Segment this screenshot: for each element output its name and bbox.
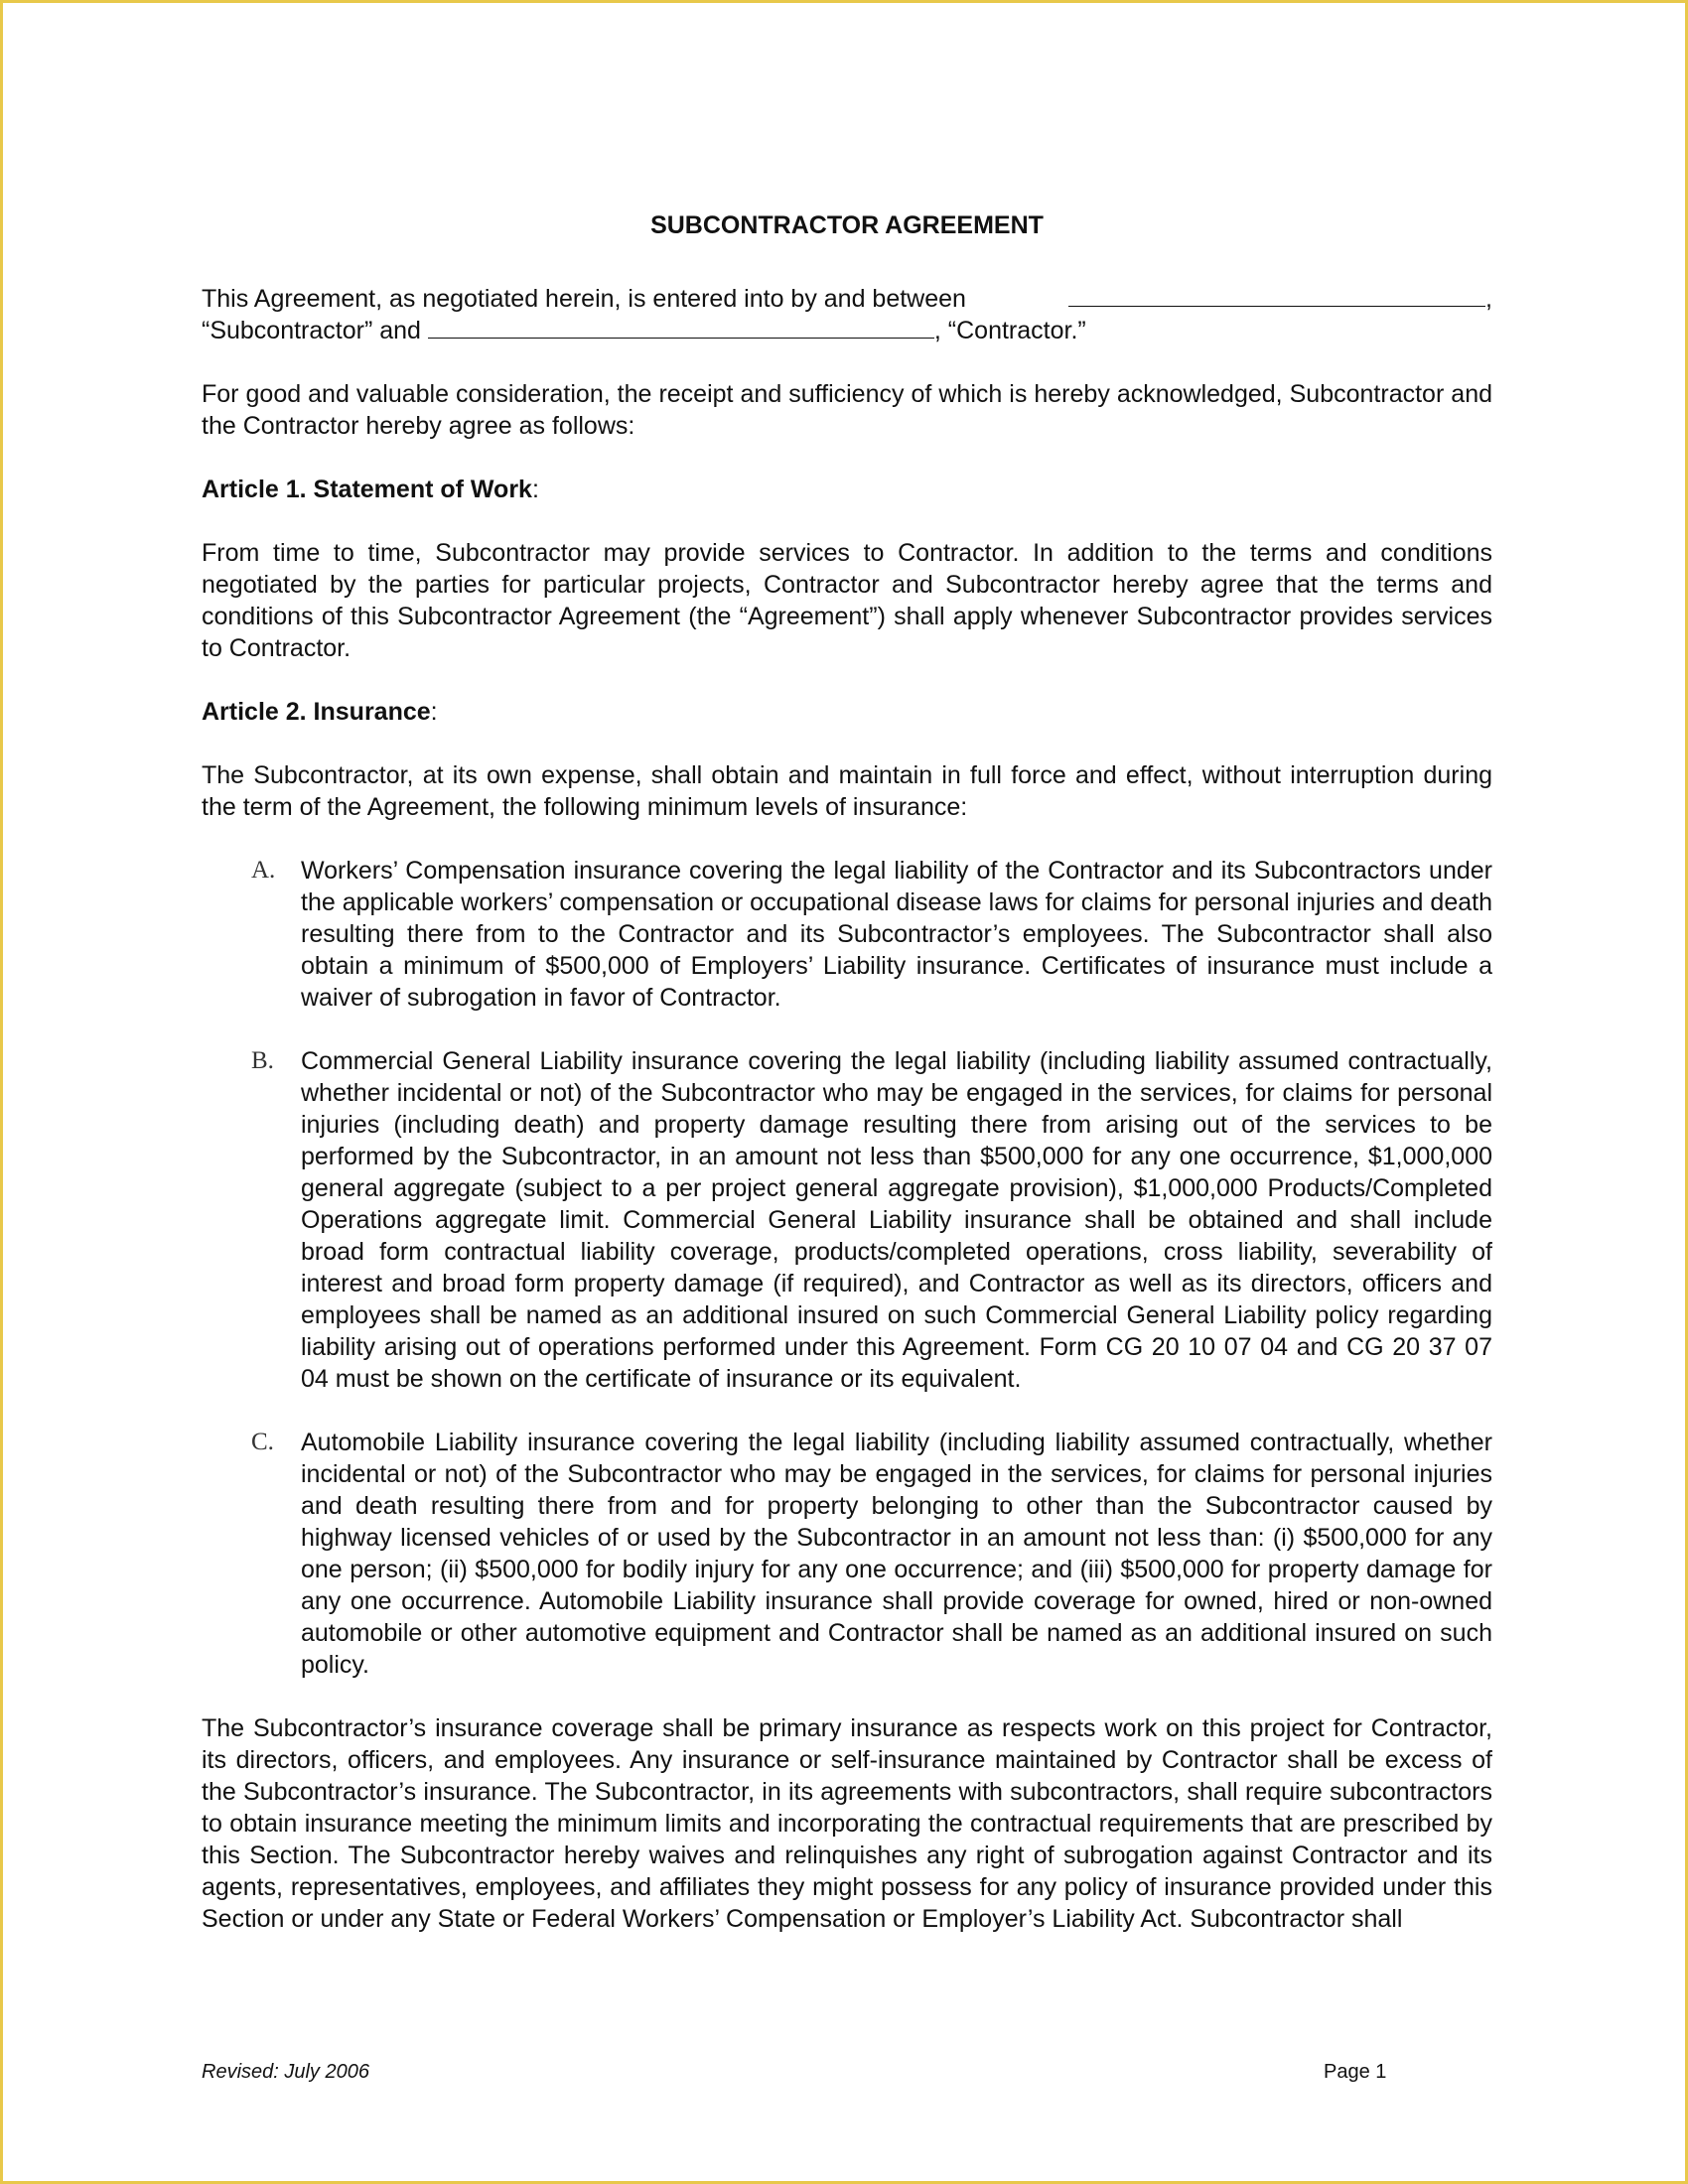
article-1-heading-colon: : (531, 476, 539, 503)
document-title: SUBCONTRACTOR AGREEMENT (650, 211, 1044, 239)
intro-blank-wrap-1 (1068, 283, 1492, 315)
article-1-heading-text: Article 1. Statement of Work (202, 476, 532, 503)
article-2-heading (202, 696, 1492, 728)
list-item (202, 1427, 1492, 1681)
list-marker: A. (251, 857, 276, 884)
article-2-heading-text: Article 2. Insurance (202, 698, 431, 726)
list-marker: C. (251, 1429, 274, 1455)
consideration-paragraph: For good and valuable consideration, the receipt and sufficiency of which is hereby acknowledged, Subcontractor and the Contractor hereby agree as follows: (202, 380, 1492, 440)
intro-text-4: , “Contractor.” (933, 317, 1086, 344)
list-item (202, 1045, 1492, 1395)
intro-line-1 (202, 283, 1492, 315)
list-item-text: Workers’ Compensation insurance covering the legal liability of the Contractor and its Subcontractors under the applicable workers’ compensation or occupational disease laws for claims for personal injuries and death resulting there from to the Contractor and its Subcontractor’s employees. The Subcontractor shall also obtain a minimum of $500,000 of Employers’ Liability insurance. Certificates of insurance must include a waiver of subrogation in favor of Contractor. (301, 857, 1492, 1012)
article-2-heading-colon: : (430, 698, 438, 726)
intro-text-3: “Subcontractor” and (202, 317, 421, 344)
intro-text-2: , (1485, 285, 1492, 313)
list-marker: B. (251, 1047, 274, 1074)
list-item-text: Commercial General Liability insurance covering the legal liability (including liability assumed contractually, whether incidental or not) of the Subcontractor who may be engaged in the services, for claims for personal injuries (including death) and property damage resulting there from arising out of the services to be performed by the Subcontractor, in an amount not less than $500,000 for any one occurrence, $1,000,000 general aggregate (subject to a per project general aggregate provision), $1,000,000 Products/Completed Operations aggregate limit. Commercial General Liability insurance shall be obtained and shall include broad form contractual liability coverage, products/completed operations, cross liability, severability of interest and broad form property damage (if required), and Contractor as well as its directors, officers and employees shall be named as an additional insured on such Commercial General Liability policy regarding liability arising out of operations performed under this Agreement. Form CG 20 10 07 04 and CG 20 37 07 04 must be shown on the certificate of insurance or its equivalent. (301, 1047, 1492, 1393)
intro-text-1: This Agreement, as negotiated herein, is entered into by and between (202, 285, 966, 313)
intro-line-2 (202, 315, 1492, 346)
article-2-closing: The Subcontractor’s insurance coverage shall be primary insurance as respects work on this project for Contractor, its directors, officers, and employees. Any insurance or self-insurance maintained by Contractor shall be excess of the Subcontractor’s insurance. The Subcontractor, in its agreements with subcontractors, shall require subcontractors to obtain insurance meeting the minimum limits and incorporating the contractual requirements that are prescribed by this Section. The Subcontractor hereby waives and relinquishes any right of subrogation against Contractor and its agents, representatives, employees, and affiliates they might possess for any policy of insurance provided under this Section or under any State or Federal Workers’ Compensation or Employer’s Liability Act. Subcontractor shall (202, 1714, 1492, 1933)
article-2-intro: The Subcontractor, at its own expense, shall obtain and maintain in full force and effect, without interruption during the term of the Agreement, the following minimum levels of insurance: (202, 761, 1492, 821)
contractor-name-blank[interactable] (428, 316, 934, 339)
footer-revised: Revised: July 2006 (202, 2061, 369, 2083)
article-1-heading (202, 474, 1492, 505)
document-body (202, 209, 1492, 1935)
list-item (202, 855, 1492, 1014)
footer-page-number: Page 1 (1324, 2061, 1387, 2083)
insurance-list (202, 855, 1492, 1681)
article-1-body: From time to time, Subcontractor may provide services to Contractor. In addition to the terms and conditions negotiated by the parties for particular projects, Contractor and Subcontractor hereby agree that the terms and conditions of this Subcontractor Agreement (the “Agreement”) shall apply whenever Subcontractor provides services to Contractor. (202, 539, 1492, 662)
intro-paragraph (202, 283, 1492, 346)
list-item-text: Automobile Liability insurance covering the legal liability (including liability assumed contractually, whether incidental or not) of the Subcontractor who may be engaged in the services, for claims for personal injuries and death resulting there from and for property belonging to other than the Subcontractor caused by highway licensed vehicles of or used by the Subcontractor in an amount not less than: (i) $500,000 for any one person; (ii) $500,000 for bodily injury for any one occurrence; and (iii) $500,000 for property damage for any one occurrence. Automobile Liability insurance shall provide coverage for owned, hired or non-owned automobile or other automotive equipment and Contractor shall be named as an additional insured on such policy. (301, 1429, 1492, 1679)
subcontractor-name-blank[interactable] (1068, 284, 1485, 307)
